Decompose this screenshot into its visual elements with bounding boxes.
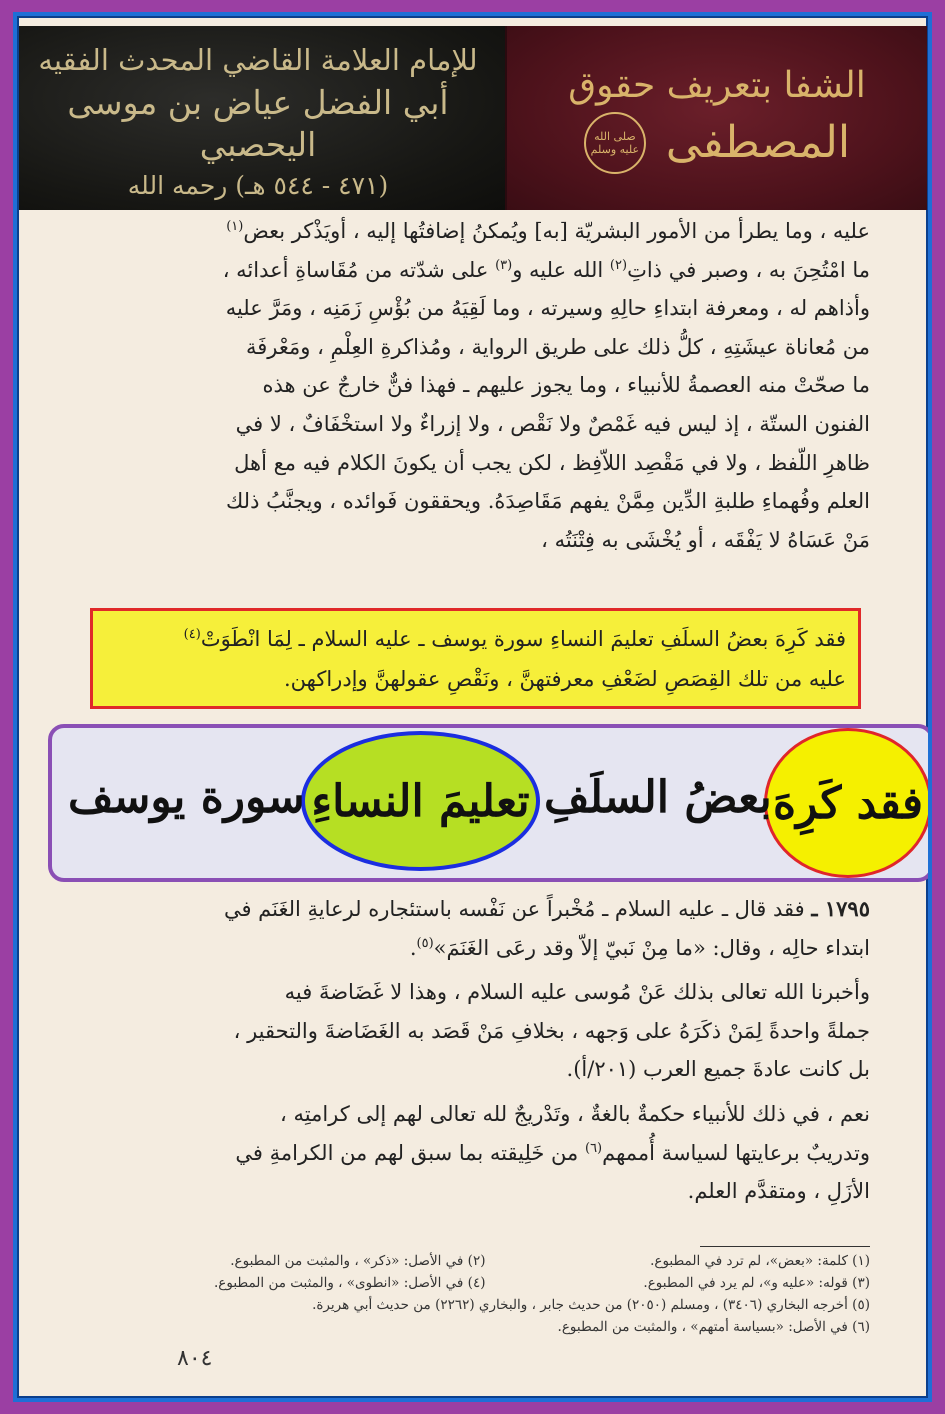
footnotes <box>113 1250 870 1338</box>
title-panel <box>505 26 927 210</box>
text-line: ١٧٩٥ ـ فقد قال ـ عليه السلام ـ مُخْبراً عن نَفْسه باستئجاره لرعايةِ الغَنَم في <box>223 896 870 921</box>
footnote-1: (١) كلمة: «بعض»، لم ترد في المطبوع. <box>650 1253 870 1269</box>
phrase-surah-yusuf: سورة يوسف <box>68 772 305 823</box>
text-line: ابتداء حالِه ، وقال: «ما مِنْ نَبيّ إلاّ وقد رعَى الغَنَمَ»$^{(٥)}$. <box>409 935 870 960</box>
book-title-line-2 <box>519 111 915 175</box>
book-title-line-1: الشفا بتعريف حقوق <box>568 65 866 106</box>
author-panel <box>19 26 505 210</box>
text-line: الفنون الستّة ، إذ ليس فيه غَمْصٌ ولا نَقْص ، ولا إزراءٌ ولا استخْفَافٌ ، لا في <box>235 411 870 436</box>
text-line: مَنْ عَسَاهُ لا يَفْقَه ، أو يُخْشَى به فِتْنَتُه ، <box>541 527 870 552</box>
text-line: عليه ، وما يطرأ من الأمور البشريّة [به] ويُمكنُ إضافتُها إليه ، أويَذْكر بعض$^{(١)}$ <box>226 219 870 243</box>
text-line: العلم وفُهماءِ طلبةِ الدِّين مِمَّنْ يفهم مَقَاصِدَهُ. ويحققون فَوائده ، ويجنَّبُ ذلك <box>225 489 870 514</box>
text-line: ما صحّتْ منه العصمةُ للأنبياء ، وما يجوز عليهم ـ فهذا فنٌّ خارجٌ عن هذه <box>262 373 870 398</box>
footnote-2: (٢) في الأصل: «ذكر» ، والمثبت من المطبوع. <box>230 1253 486 1269</box>
text-line: جملةً واحدةً لِمَنْ ذكَرَهُ على وَجهه ، بخلافِ مَنْ قَصَد به الغَضَاضةَ والتحقير ، <box>233 1018 870 1043</box>
phrase-salaf: بعضُ السلَفِ <box>544 772 772 823</box>
text-line: وأذاهم له ، ومعرفة ابتداءِ حالِهِ وسيرته ، وما لَقِيَهُ من بُؤْسِ زَمَنِه ، ومَرَّ عليه <box>225 296 870 321</box>
lower-paragraphs <box>113 890 870 1211</box>
emphasis-panel <box>48 724 928 882</box>
footnote-4: (٤) في الأصل: «انطوى» ، والمثبت من المطبوع. <box>214 1275 486 1291</box>
text-line: ما امْتُحِنَ به ، وصبر في ذاتِ$^{(٢)}$ الله عليه و$^{(٣)}$ على شدّته من مُقَاساةِ أعدائه ، <box>222 257 870 282</box>
page-number: ٨٠٤ <box>177 1346 213 1371</box>
text-line: نعم ، في ذلك للأنبياء حكمةٌ بالغةٌ ، وتَدْريجٌ لله تعالى لهم إلى كرامتِه ، <box>280 1101 870 1126</box>
book-title-word: المصطفى <box>665 117 851 168</box>
page-frame <box>13 12 932 1402</box>
footnote-row <box>113 1250 870 1272</box>
text-line: ظاهرِ اللّفظ ، ولا في مَقْصِد اللاّفِظ ، لكن يجب أن يكونَ الكلام فيه مع أهل <box>234 450 870 475</box>
quote-line-1: فقد كَرِهَ بعضُ السلَفِ تعليمَ النساءِ سورة يوسف ـ عليه السلام ـ لِمَا انْطَوَتْ$^{(٤)}$ <box>183 627 846 651</box>
author-line-3: (٤٧١ - ٥٤٤ هـ) رحمه الله <box>127 171 389 200</box>
author-line-2: أبي الفضل عياض بن موسى اليحصبي <box>67 83 449 164</box>
seal-icon: صلى الله عليه وسلم <box>584 112 646 174</box>
quote-line-2: عليه من تلك القِصَصِ لضَعْفِ معرفتهنَّ ، ونَقْصِ عقولهنَّ وإدراكهن. <box>284 667 846 691</box>
page <box>17 16 928 1398</box>
author-line-1: للإمام العلامة القاضي المحدث الفقيه <box>38 43 478 77</box>
footnote-divider <box>700 1246 870 1247</box>
body-paragraph <box>93 212 870 559</box>
text-line: وأخبرنا الله تعالى بذلك عَنْ مُوسى عليه السلام ، وهذا لا غَضَاضةَ فيه <box>284 980 870 1005</box>
text-line: وتدريبٌ برعايتها لسياسة أُممهم$^{(٦)}$ من خَلِيقته بما سبق لهم من الكرامةِ في <box>235 1140 870 1165</box>
text-line: من مُعاناة عيشَتِهِ ، كلُّ ذلك على طريق الرواية ، ومُذاكرةِ العِلْمِ ، ومَعْرفَة <box>246 334 870 359</box>
text-line: بل كانت عادةَ جميع العرب (٢٠١/أ). <box>566 1057 870 1082</box>
footnote-5: (٥) أخرجه البخاري (٣٤٠٦) ، ومسلم (٢٠٥٠) من حديث جابر ، والبخاري (٢٢٦٢) من حديث أبي هريرة. <box>312 1297 870 1313</box>
book-cover-banner <box>19 26 927 210</box>
highlighted-quote-box <box>90 608 861 709</box>
footnote-row <box>113 1272 870 1294</box>
red-circle-phrase: فقد كَرِهَ <box>764 728 928 878</box>
footnote-3: (٣) قوله: «عليه و»، لم يرد في المطبوع. <box>643 1275 870 1291</box>
footnote-6: (٦) في الأصل: «بسياسة أمتهم» ، والمثبت من المطبوع. <box>557 1319 870 1335</box>
text-line: الأزَلِ ، ومتقدَّم العلم. <box>687 1179 870 1204</box>
green-ellipse-phrase: تعليمَ النساءِ <box>301 731 540 871</box>
